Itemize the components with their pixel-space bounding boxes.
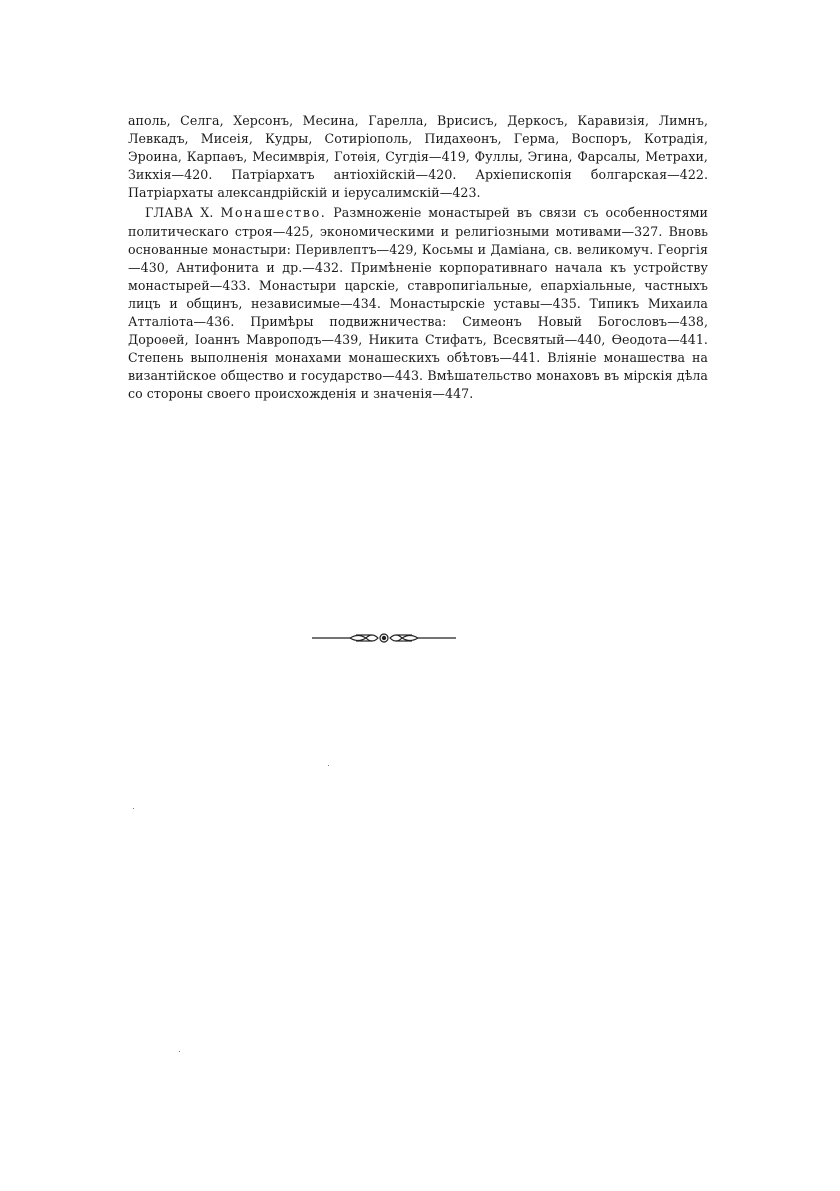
chapter-label: ГЛАВА X.	[145, 205, 214, 221]
chapter-title: Монашество.	[220, 205, 327, 221]
decorative-rule-icon	[312, 630, 456, 644]
paper-speck	[133, 808, 134, 809]
paragraph-index-continuation	[128, 112, 708, 202]
paper-speck	[179, 1051, 180, 1052]
paper-speck	[328, 765, 329, 766]
paragraph-chapter-summary	[128, 204, 708, 403]
paragraph-one-text: aполь, Селга, Херсонъ, Месина, Гарелла, Врисисъ, Деркосъ, Каравизія, Лимнъ, Левкадъ, Мисеія, Кудры, Сотиріополь, Пидахѳонъ, Герма, Воспоръ, Котрадія, Эроина, Карпаѳъ, Месимврія, Готѳія, Сугдія—419, Фуллы, Эгина, Фарсалы, Метрахи, Зикхія—420. Патріархатъ антіохійскій—420. Архіепископія болгарская—422. Патріархаты александрійскій и іерусалимскій—423.	[128, 113, 708, 201]
page-text	[128, 112, 708, 404]
chapter-body: Размноженіе монастырей въ связи съ особенностями политическаго строя—425, экономическими и религіозными мотивами—327. Вновь основанные монастыри: Перивлептъ—429, Косьмы и Даміана, св. великомуч. Георгія—430, Антифонита и др.—432. Примѣненіе корпоративнаго начала къ устройству монастырей—433. Монастыри царскіе, ставропигіальные, епархіальные, частныхъ лицъ и общинъ, независимые—434. Монастырскіе уставы—435. Типикъ Михаила Атталіота—436. Примѣры подвижничества: Симеонъ Новый Богословъ—438, Дороѳей, Іоаннъ Мавроподъ—439, Никита Стифатъ, Всесвятый—440, Ѳеодота—441. Степень выполненія монахами монашескихъ обѣтовъ—441. Вліяніе монашества на византійское общество и государство—443. Вмѣшательство монаховъ въ мірскія дѣла со стороны своего происхожденія и значенія—447.	[128, 205, 708, 402]
